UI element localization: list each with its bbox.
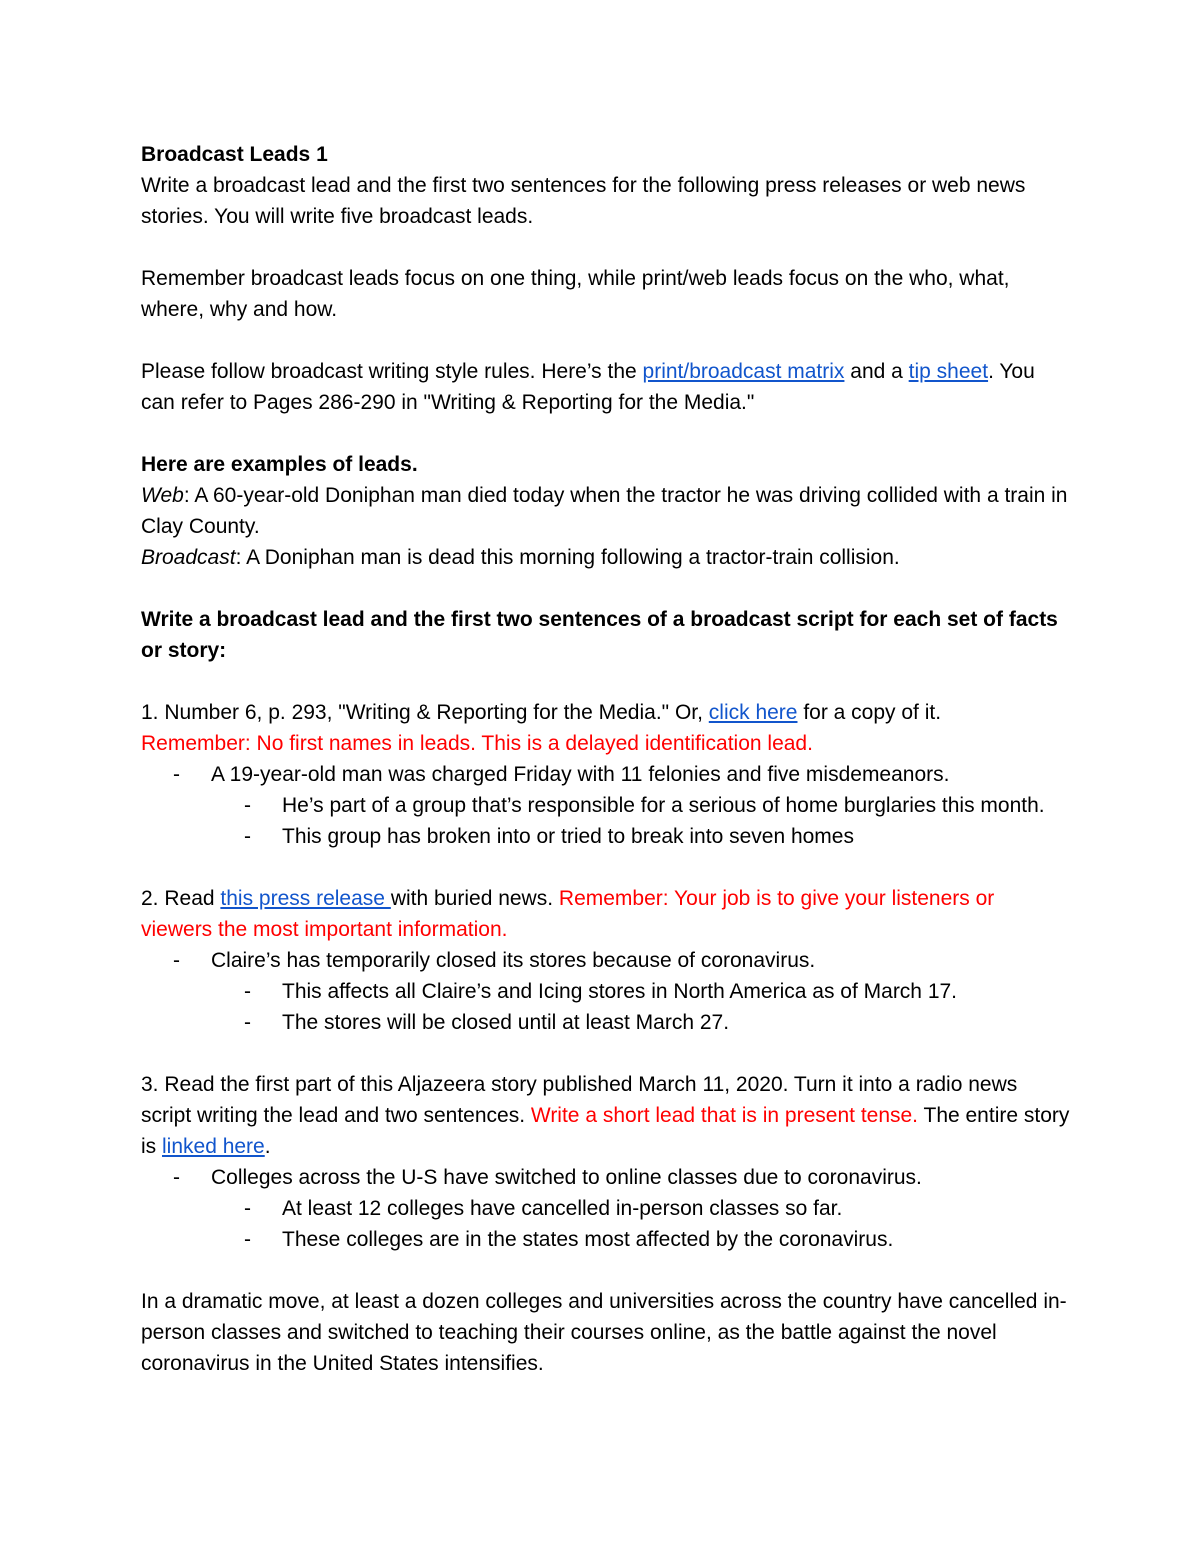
list-item: - A 19-year-old man was charged Friday with 11 felonies and five misdemeanors. (173, 763, 950, 786)
document-page (141, 139, 1071, 1379)
print-broadcast-matrix-link[interactable]: print/broadcast matrix (642, 360, 845, 383)
examples-heading: Here are examples of leads. (141, 453, 418, 476)
list-item: - The stores will be closed until at least March 27. (244, 1011, 730, 1034)
spacer (141, 852, 1071, 883)
spacer (141, 325, 1071, 356)
list-item: - These colleges are in the states most affected by the coronavirus. (244, 1228, 894, 1251)
item-2-intro: 2. Read this press release with buried news. Remember: Your job is to give your listeners or viewers the most important information. (141, 887, 995, 941)
spacer (141, 1038, 1071, 1069)
item-1-note: Remember: No first names in leads. This is a delayed identification lead. (141, 732, 813, 755)
web-example: Web: A 60-year-old Doniphan man died today when the tractor he was driving collided with a train in Clay County. (141, 484, 1068, 538)
press-release-link[interactable]: this press release (220, 887, 391, 910)
list-item: - Colleges across the U-S have switched to online classes due to coronavirus. (173, 1166, 922, 1189)
document-title: Broadcast Leads 1 (141, 143, 328, 166)
item-3-intro: 3. Read the first part of this Aljazeera story published March 11, 2020. Turn it into a radio news script writing the lead and two sentences. Write a short lead that is in present tense. The entire story is linked here. (141, 1073, 1070, 1158)
spacer (141, 573, 1071, 604)
intro-paragraph: Write a broadcast lead and the first two sentences for the following press releases or web news stories. You will write five broadcast leads. (141, 174, 1026, 228)
list-item: - He’s part of a group that’s responsible for a serious of home burglaries this month. (244, 794, 1045, 817)
web-label: Web (141, 484, 184, 507)
item-1-intro: 1. Number 6, p. 293, "Writing & Reporting for the Media." Or, click here for a copy of it. (141, 701, 942, 724)
broadcast-label: Broadcast (141, 546, 236, 569)
spacer (141, 418, 1071, 449)
click-here-link[interactable]: click here (708, 701, 798, 724)
item-2-note: Remember: Your job is to give your listeners or viewers the most important information. (141, 887, 995, 941)
style-paragraph: Please follow broadcast writing style rules. Here’s the print/broadcast matrix and a tip sheet. You can refer to Pages 286-290 in "Writing & Reporting for the Media." (141, 360, 1035, 414)
spacer (141, 666, 1071, 697)
item-3-note: Write a short lead that is in present tense. (530, 1104, 919, 1127)
list-item: - At least 12 colleges have cancelled in-person classes so far. (244, 1197, 843, 1220)
instruction-heading: Write a broadcast lead and the first two sentences of a broadcast script for each set of facts or story: (141, 608, 1058, 662)
tip-sheet-link[interactable]: tip sheet (908, 360, 989, 383)
list-item: - This affects all Claire’s and Icing stores in North America as of March 17. (244, 980, 958, 1003)
remember-paragraph: Remember broadcast leads focus on one thing, while print/web leads focus on the who, what, where, why and how. (141, 267, 1010, 321)
spacer (141, 232, 1071, 263)
linked-here-link[interactable]: linked here (162, 1135, 265, 1158)
spacer (141, 1255, 1071, 1286)
broadcast-example: Broadcast: A Doniphan man is dead this morning following a tractor-train collision. (141, 546, 900, 569)
list-item: - Claire’s has temporarily closed its stores because of coronavirus. (173, 949, 816, 972)
list-item: - This group has broken into or tried to break into seven homes (244, 825, 854, 848)
story-excerpt: In a dramatic move, at least a dozen colleges and universities across the country have cancelled in-person classes and switched to teaching their courses online, as the battle against the novel coronavirus in the United States intensifies. (141, 1290, 1067, 1375)
